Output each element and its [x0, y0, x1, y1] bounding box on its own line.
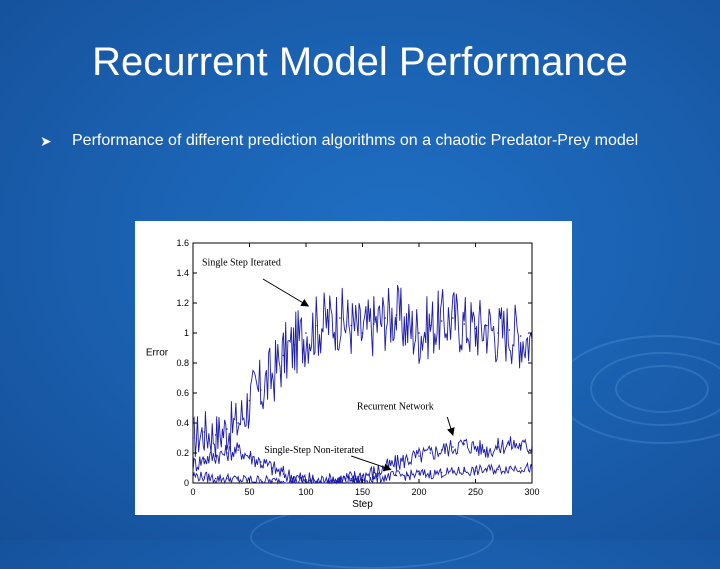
series-point — [509, 467, 511, 469]
series-point — [418, 332, 420, 334]
series-point — [430, 325, 432, 327]
series-point — [215, 434, 217, 436]
series-point — [475, 328, 477, 330]
series-point — [430, 473, 432, 475]
series-point — [294, 481, 296, 483]
x-tick-label: 200 — [411, 487, 427, 497]
series-point — [260, 479, 262, 481]
series-point — [317, 481, 319, 483]
series-point — [226, 452, 228, 454]
x-axis-label: Step — [352, 499, 373, 510]
series-point — [531, 467, 533, 469]
series-point — [475, 470, 477, 472]
series-point — [475, 446, 477, 448]
series-point — [430, 452, 432, 454]
y-tick-label: 0.8 — [176, 358, 189, 368]
arrow-bullet-icon: ➤ — [40, 133, 52, 149]
x-tick-label: 0 — [190, 487, 196, 497]
series-point — [271, 374, 273, 376]
series-point — [249, 400, 251, 402]
y-tick-label: 1.4 — [176, 268, 189, 278]
series-point — [317, 325, 319, 327]
series-point — [294, 344, 296, 346]
chart-figure — [135, 221, 572, 515]
series-point — [226, 478, 228, 480]
series-point — [497, 469, 499, 471]
series-point — [226, 428, 228, 430]
series-point — [486, 325, 488, 327]
series-point — [204, 476, 206, 478]
series-point — [237, 449, 239, 451]
series-point — [418, 473, 420, 475]
series-point — [520, 335, 522, 337]
series-point — [339, 317, 341, 319]
series-point — [294, 476, 296, 478]
y-tick-label: 0.4 — [176, 418, 189, 428]
series-point — [396, 314, 398, 316]
series-point — [396, 463, 398, 465]
series-point — [283, 355, 285, 357]
series-point — [249, 455, 251, 457]
series-point — [237, 422, 239, 424]
series-point — [531, 340, 533, 342]
series-point — [441, 472, 443, 474]
annotation-label: Single Step Iterated — [202, 257, 281, 269]
x-tick-label: 100 — [298, 487, 314, 497]
series-point — [328, 320, 330, 322]
series-point — [509, 329, 511, 331]
series-point — [452, 472, 454, 474]
series-point — [204, 458, 206, 460]
y-tick-label: 1.6 — [176, 238, 189, 248]
y-tick-label: 0.2 — [176, 448, 189, 458]
series-point — [192, 437, 194, 439]
x-tick-label: 250 — [467, 487, 484, 497]
series-point — [215, 478, 217, 480]
y-tick-label: 1.2 — [176, 298, 189, 308]
series-point — [373, 478, 375, 480]
series-point — [350, 478, 352, 480]
series-point — [520, 467, 522, 469]
series-point — [215, 455, 217, 457]
series-point — [396, 475, 398, 477]
series-point — [204, 431, 206, 433]
series-point — [271, 467, 273, 469]
series-point — [441, 449, 443, 451]
series-point — [463, 323, 465, 325]
series-point — [192, 464, 194, 466]
series-point — [486, 469, 488, 471]
series-point — [441, 320, 443, 322]
series-point — [283, 473, 285, 475]
ripple-decoration — [555, 335, 720, 444]
x-tick-label: 300 — [524, 487, 540, 497]
series-point — [463, 470, 465, 472]
error-chart — [135, 221, 572, 515]
series-point — [362, 332, 364, 334]
series-point — [509, 443, 511, 445]
annotation-label: Recurrent Network — [356, 401, 434, 413]
series-point — [384, 476, 386, 478]
bullet-text: Performance of different prediction algorithms on a chaotic Predator-Prey model — [72, 132, 639, 149]
x-tick-label: 50 — [244, 487, 255, 497]
series-point — [407, 326, 409, 328]
series-point — [260, 461, 262, 463]
series-point — [531, 446, 533, 448]
slide-title: Recurrent Model Performance — [92, 40, 628, 84]
series-point — [497, 446, 499, 448]
series-point — [418, 455, 420, 457]
series-point — [407, 475, 409, 477]
series-point — [486, 449, 488, 451]
y-axis-label: Error — [145, 347, 169, 359]
y-tick-label: 0 — [183, 478, 189, 488]
series-point — [497, 332, 499, 334]
series-point — [192, 475, 194, 477]
series-point — [373, 472, 375, 474]
series-point — [339, 481, 341, 483]
series-point — [452, 446, 454, 448]
x-tick-label: 150 — [354, 487, 371, 497]
series-point — [350, 325, 352, 327]
y-tick-label: 0.6 — [176, 388, 189, 398]
series-point — [260, 389, 262, 391]
annotation-label: Single-Step Non-iterated — [264, 445, 364, 456]
series-point — [520, 445, 522, 447]
series-point — [237, 479, 239, 481]
series-point — [384, 317, 386, 319]
series-point — [373, 323, 375, 325]
series-point — [362, 475, 364, 477]
series-point — [328, 481, 330, 483]
series-point — [452, 317, 454, 319]
series-point — [271, 481, 273, 483]
series-point — [305, 332, 307, 334]
series-point — [350, 479, 352, 481]
series-point — [407, 458, 409, 460]
y-tick-label: 1 — [183, 328, 189, 338]
series-point — [463, 443, 465, 445]
series-point — [283, 481, 285, 483]
